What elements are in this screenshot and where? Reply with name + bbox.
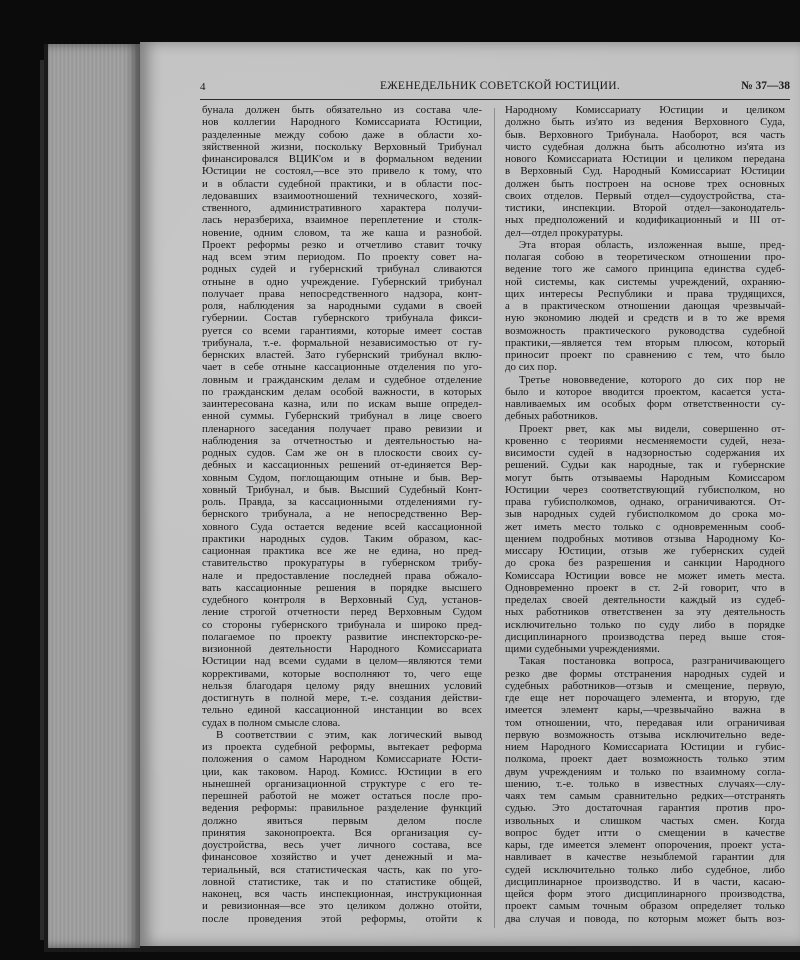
- text-line: ставительство прокуратуры в губернском трибу-: [202, 557, 482, 570]
- text-line: дел—отдел прокуратуры.: [505, 226, 623, 239]
- text-line: чает в себе отныне кассационные отделения по уго-: [202, 361, 482, 374]
- text-line: миссару Юстиции, отзыв же губернских судей: [505, 545, 785, 557]
- text-line: трибунала, т.-е. формальной независимостью от гу-: [202, 336, 482, 349]
- text-line: жет иметь место только с одновременным сооб-: [505, 520, 785, 533]
- text-line: над всем этим периодом. По проекту совет на-: [202, 251, 482, 263]
- text-line: должно быть из'ято из ведения Верховного Суда,: [505, 116, 785, 129]
- text-line: тистики, инспекции. Второй отдел—законодатель-: [505, 202, 785, 214]
- text-line: руется со всеми гарантиями, которые имеет состав: [202, 324, 482, 337]
- text-line: со стороны губернского трибунала и широко пред-: [202, 618, 482, 631]
- text-line: ховного Суда остается ведение всей кассационной: [202, 520, 482, 533]
- text-line: практики,—является тем вторым плюсом, который: [505, 336, 785, 349]
- text-line: вопрос будет итти о смещении в качестве: [505, 826, 785, 839]
- text-line: наблюдения за отчетностью и деятельностью на-: [202, 434, 482, 447]
- text-line: зяйственной жизни, поскольку Верховный Трибунал: [202, 140, 482, 153]
- text-line: финансировался ВЦИК'ом и в формальном ведении: [202, 153, 482, 165]
- text-line: своих отделов. Первый отдел—судоустройства, ста-: [505, 189, 785, 202]
- text-line: полкома, проект дает возможность только этим: [505, 753, 785, 766]
- journal-title: ЕЖЕНЕДЕЛЬНИК СОВЕТСКОЙ ЮСТИЦИИ.: [379, 80, 621, 92]
- text-line: ховным Судом, поглощающим отныне и быв. Вер-: [202, 471, 482, 484]
- text-line: нием Народного Комиссариата Юстиции и губис-: [505, 741, 785, 753]
- text-line: судей исключительно только либо судебное, либо: [505, 863, 785, 876]
- text-line: полагаемое по проекту развитие инспекторско-ре-: [202, 630, 482, 643]
- text-line: роль. Правда, за кассационными отделениями гу-: [202, 496, 482, 508]
- text-line: должно явиться первым делом после: [202, 814, 482, 827]
- text-line: а в практическом отношении дающая чрезвычай-: [505, 300, 785, 312]
- text-line: ственного, административного характера получи-: [202, 202, 482, 214]
- text-line: нале и предоставление последней права обжало-: [202, 569, 482, 582]
- text-line: дебных работников.: [505, 410, 598, 423]
- text-line: енной суммы. Губернский трибунал в лице своего: [202, 410, 482, 423]
- page-edges: [48, 44, 140, 948]
- text-line: ную экономию людей и средств и в то же время: [505, 312, 785, 325]
- text-line: ции, как таковом. Народ. Комисс. Юстиции в его: [202, 765, 482, 778]
- text-line: бернских властей. Зато губернский трибунал вклю-: [202, 349, 482, 361]
- text-line: ледовавших взаимоотношений технического, хозяй-: [202, 189, 482, 202]
- left-text-column: [202, 104, 482, 925]
- text-line: приносит проект по сравнению с тем, что было: [505, 349, 785, 361]
- text-line: до сих пор.: [505, 361, 557, 374]
- text-line: роля, наблюдения за народными судами в своей: [202, 300, 482, 312]
- text-line: ведение того же самого принципа единства судеб-: [505, 263, 785, 276]
- text-line: из проекта судебной реформы, вытекает реформа: [202, 741, 482, 753]
- text-line: ление строгой отчетности перед Верховным Судом: [202, 606, 482, 619]
- text-line: резко две формы отстранения народных судей и: [505, 667, 785, 680]
- text-line: двум учреждениям и только по взаимному согла-: [505, 765, 785, 778]
- text-line: судебных работников—отзыв и смещение, первую,: [505, 679, 785, 692]
- text-line: ловным и гражданским делам и судебное отделение: [202, 373, 482, 386]
- text-line: Третье нововведение, которого до сих пор не: [519, 373, 785, 386]
- text-line: возможность практического руководства судебной: [505, 324, 785, 337]
- text-line: чаях тем самым сравнительно редких—отстранять: [505, 790, 785, 802]
- text-line: наконец, вся часть инспекционная, инструкционная: [202, 888, 482, 900]
- text-line: Эта вторая область, изложенная выше, пред-: [519, 238, 785, 251]
- text-line: перешней работой не может остаться после про-: [202, 790, 482, 802]
- text-line: бунала должен быть обязательно из состава чле-: [202, 104, 482, 116]
- text-line: В соответствии с этим, как логический вывод: [216, 728, 482, 741]
- text-line: пределах своей деятельности каждый из судеб-: [505, 594, 785, 606]
- column-divider: [494, 108, 495, 928]
- page-header: [200, 78, 790, 98]
- text-line: Юстиции над всеми судами в целом—являются теми: [202, 655, 482, 668]
- text-line: должен быть построен на основе трех основных: [505, 177, 785, 190]
- text-line: сационная практика все же не едина, но пред-: [202, 545, 482, 557]
- text-line: судах в полном смысле слова.: [202, 716, 341, 729]
- text-line: где еще нет порочащего элемента, и вторую, где: [505, 692, 785, 704]
- text-line: щих интересы Республики и права трудящихся,: [505, 287, 785, 300]
- text-line: извольных и слишком частых смен. Когда: [505, 814, 785, 827]
- text-line: териальный, вся статистическая часть, как по уго-: [202, 863, 482, 876]
- text-line: ной системы, как системы учреждений, охраняю-: [505, 275, 785, 288]
- text-line: Юстиции через соответствующий губисполком, но: [505, 483, 785, 496]
- text-line: нельзя благодаря целому ряду внешних условий: [202, 679, 482, 692]
- text-line: лась неразбериха, взаимное переплетение и столк-: [202, 214, 482, 227]
- text-line: нов коллегии Народного Комиссариата Юстиции,: [202, 116, 482, 129]
- text-line: шению, т.-е. только в известных случаях—слу-: [505, 777, 785, 790]
- text-line: визионной деятельности Народного Комиссариата: [202, 643, 482, 655]
- text-line: отныне в одно учреждение. Губернский трибунал: [202, 275, 482, 288]
- text-line: ведения реформы: правильное разделение функций: [202, 802, 482, 815]
- text-line: принятия законопроекта. Вся организация су-: [202, 826, 482, 839]
- text-line: родных судей и губернский трибунал сливаются: [202, 263, 482, 276]
- text-line: могут быть отзываемы Народным Комиссаром: [505, 471, 785, 484]
- right-text-column: [505, 104, 785, 925]
- text-line: нового Комиссариата Юстиции и целиком передана: [505, 153, 785, 165]
- text-line: решений. Судьи как народные, так и губернские: [505, 459, 785, 472]
- text-line: судью. Это достаточная гарантия против про-: [505, 802, 785, 815]
- text-line: родных судов. Сам же он в плоскости своих су-: [202, 447, 482, 459]
- text-line: доустройства, весь учет личного состава, все: [202, 839, 482, 851]
- text-line: новение, одним словом, та же каша и разнобой.: [202, 226, 482, 239]
- text-line: первую возможность отзыва исключительно веде-: [505, 728, 785, 741]
- text-line: дисциплинарное производство. И в части, касаю-: [505, 875, 785, 888]
- text-line: том отношении, что, передавая или ограничивая: [505, 716, 785, 729]
- text-line: бернского трибунала, а не непосредственно Вер-: [202, 508, 482, 521]
- text-line: щейся форм этого дисциплинарного производства,: [505, 888, 785, 900]
- text-line: щими судебными учреждениями.: [505, 643, 660, 655]
- text-line: имеется элемент кары,—чрезвычайно важна в: [505, 704, 785, 717]
- text-line: полагая собою в теоретическом отношении про-: [505, 251, 785, 263]
- text-line: исключительно только по суду либо в порядке: [505, 618, 785, 631]
- text-line: Проект рвет, как мы видели, совершенно от-: [519, 422, 785, 435]
- text-line: кровенно с теориями несменяемости судей, неза-: [505, 434, 785, 447]
- header-rule: [200, 99, 790, 100]
- text-line: дисциплинарного производства перед выше стоя-: [505, 630, 785, 643]
- text-line: после проведения этой реформы, отойти к: [202, 912, 482, 925]
- text-line: положения о самом Народном Комиссариате Юсти-: [202, 753, 482, 766]
- text-line: зыв народных судей губисполкомом до срока мо-: [505, 508, 785, 521]
- text-line: дебных и кассационных решений от-единяется Вер-: [202, 459, 482, 472]
- text-line: навливаемых им особых форм ответственности су-: [505, 398, 785, 410]
- text-line: быв. Верховного Трибунала. Наоборот, вся часть: [505, 128, 785, 141]
- issue-number: № 37—38: [741, 80, 790, 92]
- text-line: достигнуть в полной мере, т.-е. создания действи-: [202, 692, 482, 704]
- text-line: заинтересована казна, или по искам выше определ-: [202, 398, 482, 410]
- text-line: Народному Комиссариату Юстиции и целиком: [505, 104, 785, 116]
- text-line: до срока без разрешения и санкции Народного: [505, 557, 785, 570]
- text-line: права губисполкомов, однако, ограничиваются. От-: [505, 496, 785, 508]
- text-line: ных работников ответственен за эту деятельность: [505, 606, 785, 619]
- text-line: пленарного заседания получает право ревизии и: [202, 422, 482, 435]
- text-line: чисто судебная должна быть абсолютно из'ята из: [505, 140, 785, 153]
- text-line: тельно единой кассационной инстанции во всех: [202, 704, 482, 717]
- text-line: и в области судебной практики, и в области пос-: [202, 177, 482, 190]
- text-line: финансовое хозяйство и учет денежный и ма-: [202, 851, 482, 864]
- text-line: два случая и повода, по которым может быть воз-: [505, 912, 785, 925]
- text-line: Такая постановка вопроса, разграничивающего: [519, 655, 785, 668]
- text-line: разделенные между собою даже в области хо-: [202, 128, 482, 141]
- text-line: губернии. Состав губернского трибунала фикси-: [202, 312, 482, 325]
- text-line: коррективами, которые восполняют то, чего еще: [202, 667, 482, 680]
- text-line: практики народных судов. Таким образом, кас-: [202, 532, 482, 545]
- text-line: ных предположений и кодификационный и III от-: [505, 214, 785, 227]
- text-line: судебного контроля в Верховный Суд, установ-: [202, 594, 482, 606]
- text-line: висимости судей в надзорностью содержания их: [505, 447, 785, 459]
- text-line: получает права непосредственного надзора, конт-: [202, 287, 482, 300]
- text-line: Проект реформы резко и отчетливо ставит точку: [202, 238, 482, 251]
- text-line: проект самым точным образом определяет только: [505, 900, 785, 913]
- text-line: нынешней организационной структуре с его те-: [202, 777, 482, 790]
- text-line: Одновременно проект в ст. 2-й говорит, что в: [505, 581, 785, 594]
- text-line: было и которое вводится проектом, касается уста-: [505, 385, 785, 398]
- text-line: вать кассационные решения в порядке высшего: [202, 581, 482, 594]
- text-line: в Верховный Суд. Народный Комиссариат Юстиции: [505, 165, 785, 178]
- text-line: и ревизионная—все это целиком должно отойти,: [202, 900, 482, 913]
- page-number: 4: [200, 81, 206, 93]
- text-line: Комиссара Юстиции вовсе не может иметь места.: [505, 569, 785, 582]
- text-line: по гражданским делам особой важности, в которых: [202, 385, 482, 398]
- text-line: ховный Трибунал, и быв. Высший Судебный Конт-: [202, 483, 482, 496]
- text-line: щением подробных мотивов отзыва Народному Ко-: [505, 532, 785, 545]
- text-line: кары, где имеется элемент опорочения, проект уста-: [505, 839, 785, 851]
- text-line: ловной статистике, так и по статистике общей,: [202, 875, 482, 888]
- text-line: Юстиции не состоял,—все это привело к тому, что: [202, 165, 482, 178]
- text-line: навливает в качестве незыблемой гарантии для: [505, 851, 785, 864]
